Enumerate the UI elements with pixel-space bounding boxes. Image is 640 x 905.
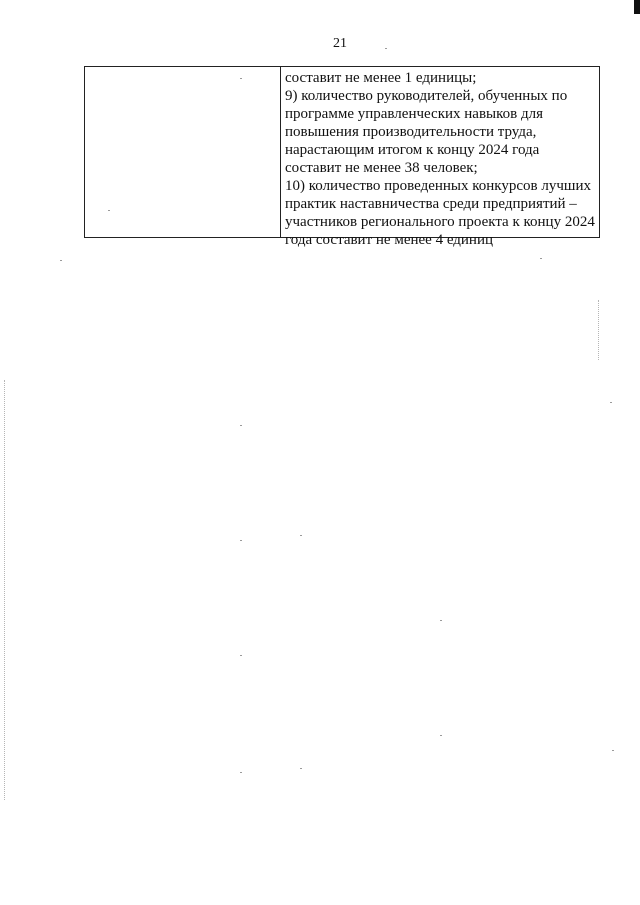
scan-speck bbox=[240, 540, 242, 541]
table-cell-left bbox=[85, 67, 281, 237]
scan-speck bbox=[612, 750, 614, 751]
scan-speck bbox=[540, 258, 542, 259]
scan-speck bbox=[610, 402, 612, 403]
scan-edge-left bbox=[4, 380, 6, 800]
scan-speck bbox=[240, 425, 242, 426]
scan-speck bbox=[385, 48, 387, 49]
scan-speck bbox=[440, 620, 442, 621]
scan-speck bbox=[240, 655, 242, 656]
scan-speck bbox=[300, 768, 302, 769]
scan-speck bbox=[240, 78, 242, 79]
scan-speck bbox=[240, 772, 242, 773]
page-number: 21 bbox=[333, 36, 347, 51]
scan-edge-mark bbox=[634, 0, 640, 14]
scan-speck bbox=[108, 210, 110, 211]
document-table bbox=[84, 66, 600, 248]
scan-edge-right bbox=[598, 300, 600, 360]
scan-speck bbox=[300, 535, 302, 536]
scan-speck bbox=[440, 735, 442, 736]
table-cell-right: составит не менее 1 единицы; 9) количество руководителей, обученных по программе управленческих навыков для повышения производительности труда, нарастающим итогом к концу 2024 года составит не менее 38 человек; 10) количество проведенных конкурсов лучших практик наставничества среди предприятий – участников регионального проекта к концу 2024 года составит не менее 4 единиц bbox=[285, 70, 595, 248]
scan-speck bbox=[60, 260, 62, 261]
